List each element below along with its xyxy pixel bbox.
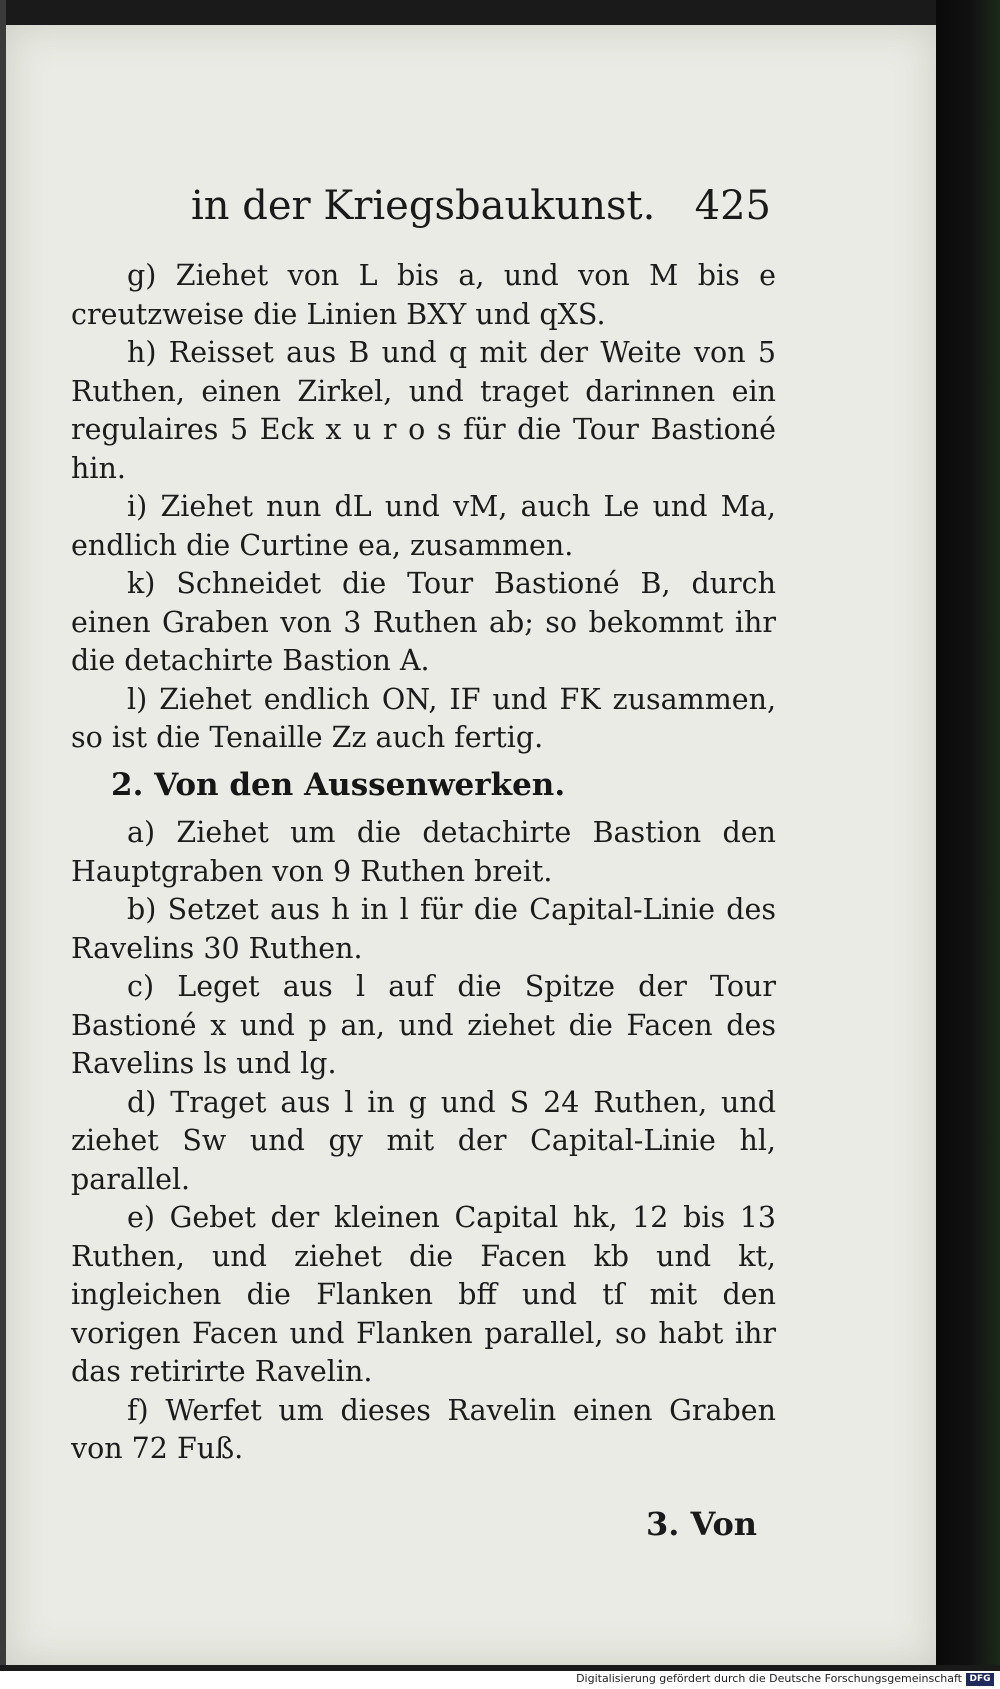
book-cover-right bbox=[936, 0, 1000, 1689]
paragraph-l: l) Ziehet endlich ON, IF und FK zusammen, so ist die Tenaille Zz auch fertig. bbox=[71, 682, 776, 754]
paragraph-a: a) Ziehet um die detachirte Bastion den Hauptgraben von 9 Ruthen breit. bbox=[71, 816, 776, 888]
dfg-logo: DFG bbox=[966, 1673, 994, 1686]
catchword: 3. Von bbox=[646, 1505, 758, 1543]
page-body bbox=[71, 257, 776, 1469]
book-page bbox=[6, 25, 936, 1665]
running-title: in der Kriegsbaukunst. bbox=[191, 183, 656, 229]
paragraph-e: e) Gebet der kleinen Capital hk, 12 bis 13 Ruthen, und ziehet die Facen kb und kt, ingleichen die Flanken bff und tſ mit den vorigen Facen und Flanken parallel, so habt ihr das retirirte Ravelin. bbox=[71, 1201, 776, 1388]
page-number: 425 bbox=[694, 183, 771, 229]
paragraph-d: d) Traget aus l in g und S 24 Ruthen, und ziehet Sw und gy mit der Capital-Linie hl, parallel. bbox=[71, 1085, 776, 1196]
paragraph-h: h) Reisset aus B und q mit der Weite von 5 Ruthen, einen Zirkel, und traget darinnen ein regulaires 5 Eck x u r o s für die Tour Bastioné hin. bbox=[71, 336, 776, 485]
paragraph-i: i) Ziehet nun dL und vM, auch Le und Ma, endlich die Curtine ea, zusammen. bbox=[71, 490, 776, 562]
digitization-footer bbox=[0, 1671, 1000, 1689]
paragraph-g: g) Ziehet von L bis a, und von M bis e creutzweise die Linien BXY und qXS. bbox=[71, 259, 776, 331]
paragraph-b: b) Setzet aus h in l für die Capital-Linie des Ravelins 30 Ruthen. bbox=[71, 893, 776, 965]
section-heading: 2. Von den Aussenwerken. bbox=[111, 766, 566, 803]
book-cover-top bbox=[0, 0, 1000, 25]
paragraph-c: c) Leget aus l auf die Spitze der Tour Bastioné x und p an, und ziehet die Facen des Ravelins ls und lg. bbox=[71, 970, 776, 1080]
footer-credit: Digitalisierung gefördert durch die Deutsche Forschungsgemeinschaft bbox=[576, 1672, 962, 1685]
paragraph-k: k) Schneidet die Tour Bastioné B, durch einen Graben von 3 Ruthen ab; so bekommt ihr die detachirte Bastion A. bbox=[71, 567, 776, 677]
paragraph-f: f) Werfet um dieses Ravelin einen Graben von 72 Fuß. bbox=[71, 1393, 776, 1465]
